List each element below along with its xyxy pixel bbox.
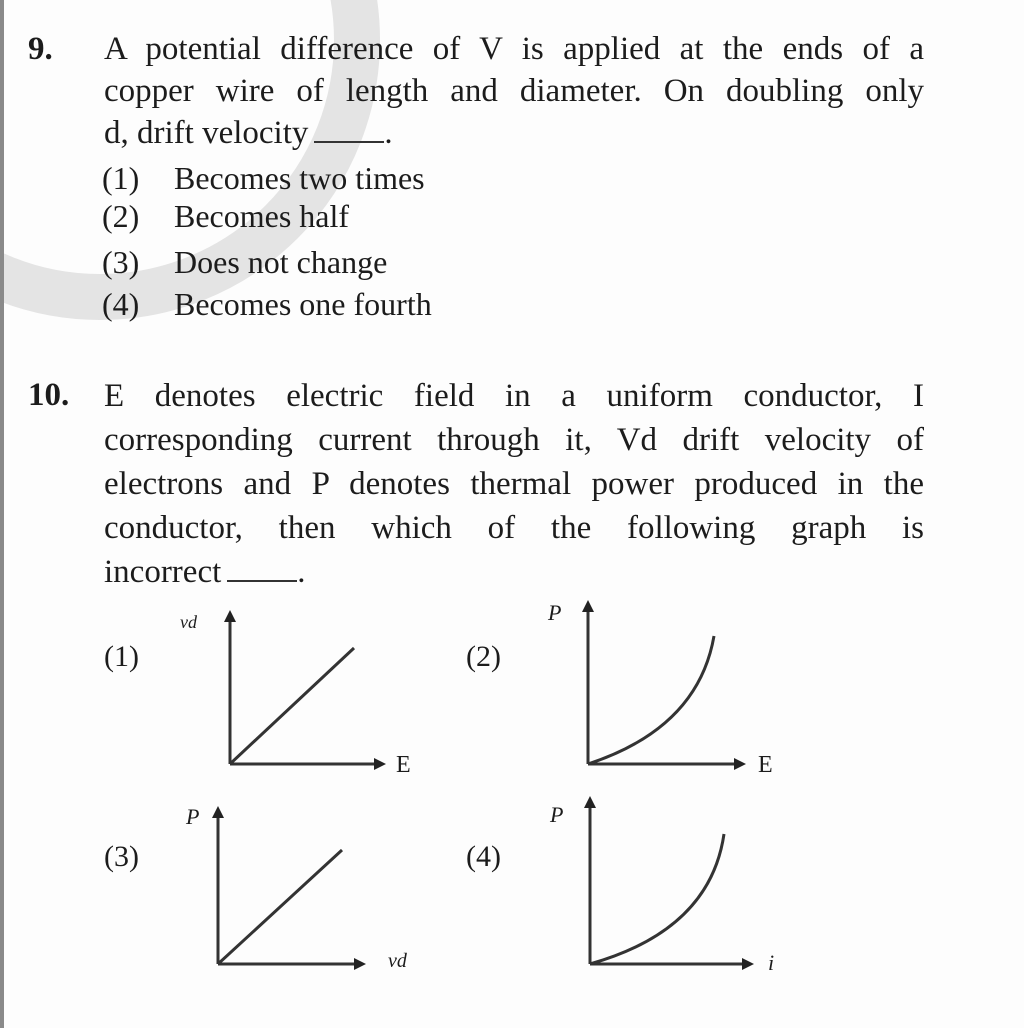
question-line: A potential difference of V is applied at the ends of a <box>104 31 924 67</box>
page-left-border <box>0 0 4 1028</box>
option-text: Becomes half <box>174 198 350 234</box>
question-line: corresponding current through it, Vd drift velocity of <box>104 422 924 458</box>
option-number: (4) <box>102 286 140 322</box>
parabolic-curve <box>588 636 714 764</box>
option-2[interactable] <box>102 196 349 236</box>
graph-1-plot <box>220 608 390 768</box>
question-line: copper wire of length and diameter. On doubling only <box>104 73 924 109</box>
question-line-with-blank: d, drift velocity . <box>104 115 393 151</box>
option-3[interactable] <box>102 242 387 282</box>
x-axis-arrow-icon <box>374 758 386 770</box>
option-text: Becomes one fourth <box>174 286 432 322</box>
option-number: (1) <box>102 160 140 196</box>
answer-blank <box>227 552 297 582</box>
graph-4-plot <box>580 794 760 969</box>
question-line: incorrect <box>104 554 222 590</box>
x-axis-arrow-icon <box>354 958 366 970</box>
linear-curve <box>230 648 354 764</box>
graph-1-label[interactable]: (1) <box>104 640 139 673</box>
graph-1-y-label: vd <box>180 612 197 632</box>
graph-3-plot <box>208 804 378 969</box>
question-line: d, drift velocity <box>104 115 309 151</box>
question-line: E denotes electric field in a uniform conductor, I <box>104 378 924 414</box>
linear-curve <box>218 850 342 964</box>
option-number: (3) <box>102 244 140 280</box>
y-axis-arrow-icon <box>582 600 594 612</box>
graph-4-y-label: P <box>550 802 564 827</box>
option-text: Does not change <box>174 244 388 280</box>
question-line: electrons and P denotes thermal power produced in the <box>104 466 924 502</box>
y-axis-arrow-icon <box>584 796 596 808</box>
question-line: conductor, then which of the following graph is <box>104 510 924 546</box>
x-axis-arrow-icon <box>734 758 746 770</box>
option-4[interactable] <box>102 284 432 324</box>
answer-blank <box>314 113 384 143</box>
graph-4-x-label: i <box>768 950 775 975</box>
question-line-with-blank: incorrect . <box>104 554 306 590</box>
question-text <box>104 374 924 594</box>
graph-1-x-label: E <box>396 752 411 778</box>
graph-3-y-label: P <box>186 804 200 829</box>
y-axis-arrow-icon <box>224 610 236 622</box>
x-axis-arrow-icon <box>742 958 754 970</box>
option-number: (2) <box>102 198 140 234</box>
option-1[interactable] <box>102 158 425 198</box>
graph-2-x-label: E <box>758 752 773 778</box>
question-number: 9. <box>28 31 53 67</box>
graph-2-label[interactable]: (2) <box>466 640 501 673</box>
option-text: Becomes two times <box>174 160 425 196</box>
graph-3-label[interactable]: (3) <box>104 840 139 873</box>
graph-3-x-label: vd <box>388 950 407 972</box>
question-text <box>104 28 924 154</box>
graph-2-plot <box>578 598 748 768</box>
graph-2-y-label: P <box>548 600 562 625</box>
question-number: 10. <box>28 377 70 413</box>
parabolic-curve <box>590 834 724 964</box>
graph-4-label[interactable]: (4) <box>466 840 501 873</box>
y-axis-arrow-icon <box>212 806 224 818</box>
